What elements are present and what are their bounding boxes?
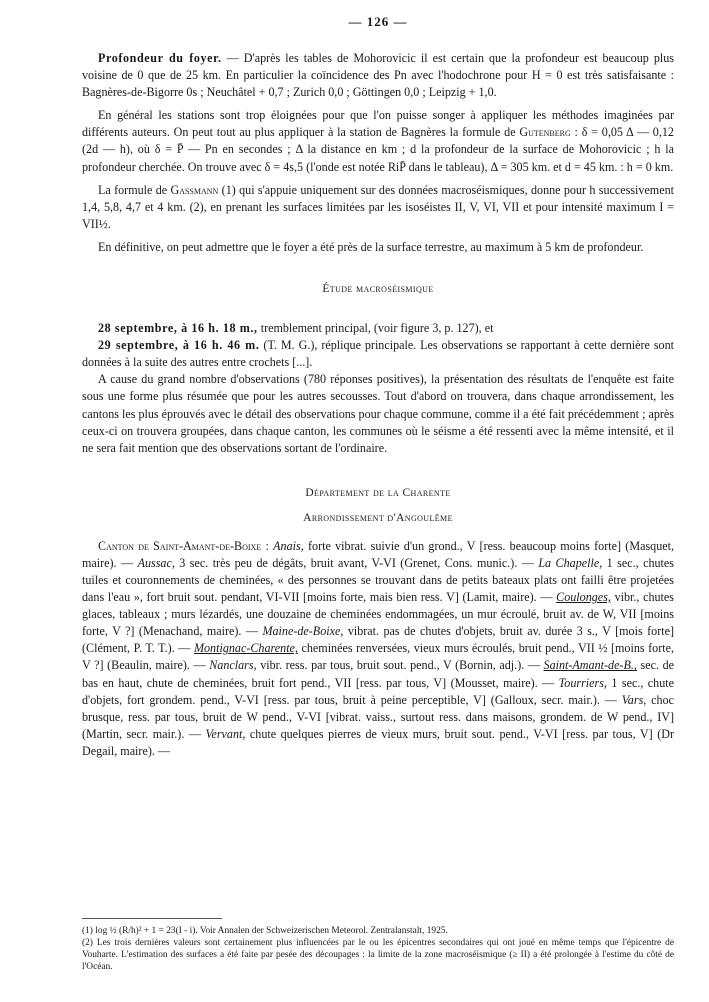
paragraph-date-replique	[82, 337, 674, 371]
commune-name: Maine-de-Boixe,	[262, 624, 344, 639]
section-lead-profondeur: Profondeur du foyer.	[98, 51, 222, 65]
author-name: Gutenberg	[519, 125, 571, 140]
paragraph-gassmann	[82, 182, 674, 233]
commune-name: Coulonges,	[556, 590, 611, 605]
paragraph-text: : δ = 0,05 Δ — 0,12 (2d — h), où δ = P̄ — Pn en secondes ; Δ la distance en km ; d la profondeur de la surface de Mohorovicic ; h la profondeur cherchée. On trouve avec δ = 4s,5 (l'onde est notée RiP̄ dans le tableau), Δ = 305 km. et d = 45 km. : h = 0 km.	[82, 125, 674, 174]
date-replique: 29 septembre, à 16 h. 46 m.	[98, 338, 260, 353]
commune-observation: chute quelques pierres de vieux murs, bruit sout. pend., V-VI [ress. par tous, V] (Dr Degail, maire). —	[82, 726, 674, 758]
commune-observation: forte vibrat. suivie d'un grond., V [ress. beaucoup moins forte] (Masquet, maire). —	[82, 538, 675, 570]
commune-observation: 1 sec., chutes tuiles et couronnements de cheminées, « des personnes se trouvant dans de petits bateaux plats ont failli être projetées dans l'eau », fort bruit sout. pendant, VI-VII [moins forte, mais bien ress. V] (Lamit, maire). —	[82, 555, 674, 605]
canton-observations	[82, 538, 674, 760]
heading-etude-macroseismique: Étude macroséismique	[322, 283, 434, 296]
paragraph-profondeur	[82, 50, 674, 101]
page-number: — 126 —	[348, 14, 408, 29]
commune-name: Tourriers,	[558, 675, 607, 690]
commune-observation: choc brusque, ress. par tous, bruit de W pend., V-VI [vibrat. vaiss., surtout ress. dans maisons, grondem. de W pend., IV] (Martin, secr. mair.). —	[82, 692, 674, 741]
canton-label: Canton de Saint-Amant-de-Boixe :	[98, 538, 269, 553]
commune-name: Vars,	[621, 692, 647, 707]
commune-observation: 1 sec., chute d'objets, fort grondem. pend., V-VI [ress. par tous, bruit à peine perceptible, V] (Galloux, secr. mair.). —	[82, 675, 674, 707]
paragraph-text: tremblement principal, (voir figure 3, p. 127), et	[257, 321, 494, 336]
commune-name: La Chapelle,	[538, 555, 603, 570]
commune-observation: 3 sec. très peu de dégâts, bruit avant, V-VI (Grenet, Cons. munic.). —	[174, 555, 539, 570]
heading-departement: Département de la Charente	[305, 486, 451, 499]
paragraph-text: — D'après les tables de Mohorovicic il est certain que la profondeur est beaucoup plus voisine de 0 que de 25 km. En particulier la coïncidence des Pn avec l'hodochrone pour H = 0 est très satisfaisante : Bagnères-de-Bigorre 0s ; Neuchâtel + 0,7 ; Zurich 0,0 ; Göttingen 0,0 ; Leipzig + 1,0.	[82, 51, 675, 100]
paragraph-text: (1) qui s'appuie uniquement sur des données macroséismiques, donne pour h successivement 1,4, 5,8, 4,7 et 4 km. (2), en prenant les surfaces limitées par les isoséistes II, V, VI, VII et pour intensité maximum I = VII½.	[82, 182, 674, 231]
commune-name: Vervant,	[205, 726, 246, 741]
commune-name: Anais,	[273, 538, 304, 553]
commune-observation: cheminées renversées, vieux murs écroulés, bruit pend., VII ½ [moins forte, V ?] (Beaulin, maire). —	[82, 641, 674, 673]
commune-name: Nanclars,	[209, 658, 257, 673]
commune-observation: vibrat. pas de chutes d'objets, bruit av. durée 3 s., V [mois forte] (Clément, P. T. T.). —	[82, 624, 674, 656]
paragraph-text: (T. M. G.), réplique principale. Les observations se rapportant à cette dernière sont données à la suite des autres entre crochets [...].	[82, 338, 674, 370]
commune-observation: vibr., chutes glaces, tableaux ; murs lézardés, une douzaine de cheminées endommagées, un mur écroulé, bruit av. de W, VII [moins forte, V ?] (Menachand, maire). —	[82, 590, 674, 639]
commune-name: Saint-Amant-de-B.,	[543, 658, 637, 673]
commune-name: Aussac,	[137, 555, 175, 570]
paragraph-date-principal	[82, 320, 674, 337]
footnote-2: (2) Les trois dernières valeurs sont certainement plus influencées par le ou les épicentres secondaires qui ont joué en même temps que l'épicentre de Vouharte. L'estimation des surfaces a été faite par pesée des découpages : la limite de la zone macroséismique (≥ II) a été prolongée à l'estime du côté de l'Océan.	[82, 938, 674, 972]
document-page	[82, 14, 674, 760]
footnote-1: (1) log ½ (R/h)² + 1 = 23(I - i). Voir Annalen der Schweizerischen Meteorol. Zentralanstalt, 1925.	[82, 926, 448, 936]
footnote-rule	[82, 918, 222, 919]
paragraph-text: La formule de	[98, 182, 171, 197]
heading-arrondissement: Arrondissement d'Angoulême	[303, 511, 453, 524]
commune-observation: sec. de bas en haut, chute de cheminées, bruit fort pend., VII [ress. par tous, V] (Mousset, maire). —	[82, 658, 674, 690]
paragraph-grand-nombre: A cause du grand nombre d'observations (780 réponses positives), la présentation des résultats de l'enquête est faite sous une forme plus résumée que pour les autres secousses. Tout d'abord on trouvera, dans chaque arrondissement, les cantons les plus éprouvés avec le détail des observations pour chaque commune, comme il a été fait précédemment ; après ceux-ci on trouvera groupées, dans chaque canton, les communes où le séisme a été ressenti avec la même intensité, et il ne sera fait mention que des observations sortant de l'ordinaire.	[82, 372, 674, 455]
paragraph-text: En général les stations sont trop éloignées pour que l'on puisse songer à appliquer les méthodes imaginées par différents auteurs. On peut tout au plus appliquer à la station de Bagnères la formule de	[82, 108, 674, 140]
paragraph-definitive: En définitive, on peut admettre que le foyer a été près de la surface terrestre, au maximum à 5 km de profondeur.	[98, 239, 644, 254]
date-principal: 28 septembre, à 16 h. 18 m.,	[98, 321, 258, 336]
commune-observation: vibr. ress. par tous, bruit sout. pend., V (Bornin, adj.). —	[256, 658, 544, 673]
commune-name: Montignac-Charente,	[193, 641, 298, 656]
author-name: Gassmann	[170, 182, 219, 197]
footnotes	[82, 918, 674, 973]
paragraph-methodes	[82, 107, 674, 175]
